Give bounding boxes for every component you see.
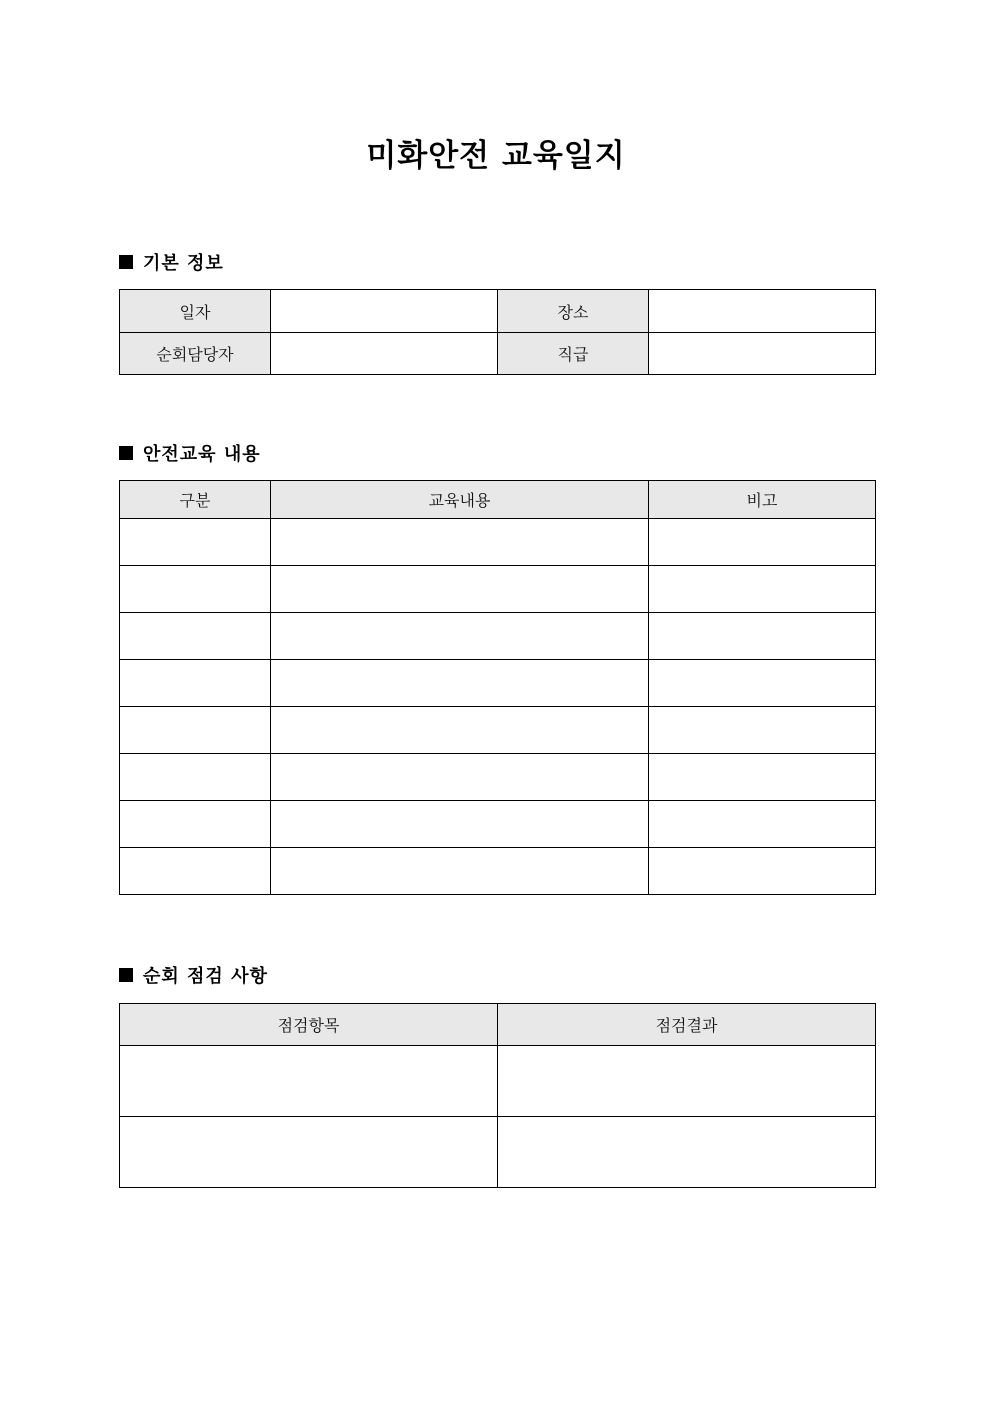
remarks-cell[interactable] [649, 707, 876, 754]
column-header-category: 구분 [120, 481, 271, 519]
square-bullet-icon [119, 968, 133, 982]
date-label: 일자 [120, 290, 271, 333]
inspection-item-cell[interactable] [120, 1046, 498, 1117]
table-row [120, 333, 876, 375]
table-header-row [120, 1004, 876, 1046]
category-cell[interactable] [120, 660, 271, 707]
table-header-row [120, 481, 876, 519]
table-row [120, 848, 876, 895]
education-content-cell[interactable] [271, 566, 649, 613]
square-bullet-icon [119, 255, 133, 269]
category-cell[interactable] [120, 848, 271, 895]
place-label: 장소 [498, 290, 649, 333]
education-content-cell[interactable] [271, 660, 649, 707]
safety-education-table [119, 480, 876, 895]
remarks-cell[interactable] [649, 566, 876, 613]
category-cell[interactable] [120, 707, 271, 754]
remarks-cell[interactable] [649, 801, 876, 848]
table-row [120, 290, 876, 333]
education-content-cell[interactable] [271, 801, 649, 848]
section-heading-patrol-inspection [119, 964, 268, 990]
column-header-inspection-item: 점검항목 [120, 1004, 498, 1046]
category-cell[interactable] [120, 613, 271, 660]
education-content-cell[interactable] [271, 754, 649, 801]
table-row [120, 801, 876, 848]
remarks-cell[interactable] [649, 754, 876, 801]
position-label: 직급 [498, 333, 649, 375]
education-content-cell[interactable] [271, 707, 649, 754]
column-header-inspection-result: 점검결과 [498, 1004, 876, 1046]
inspection-result-cell[interactable] [498, 1117, 876, 1188]
table-row [120, 1046, 876, 1117]
remarks-cell[interactable] [649, 660, 876, 707]
inspection-item-cell[interactable] [120, 1117, 498, 1188]
place-field[interactable] [649, 290, 876, 333]
remarks-cell[interactable] [649, 613, 876, 660]
section-heading-label: 기본 정보 [143, 253, 224, 274]
patrol-manager-label: 순회담당자 [120, 333, 271, 375]
table-row [120, 754, 876, 801]
remarks-cell[interactable] [649, 519, 876, 566]
section-heading-label: 안전교육 내용 [143, 444, 261, 465]
education-content-cell[interactable] [271, 613, 649, 660]
remarks-cell[interactable] [649, 848, 876, 895]
category-cell[interactable] [120, 519, 271, 566]
column-header-education-content: 교육내용 [271, 481, 649, 519]
position-field[interactable] [649, 333, 876, 375]
section-heading-safety-education [119, 442, 261, 468]
category-cell[interactable] [120, 801, 271, 848]
document-title: 미화안전 교육일지 [366, 138, 626, 174]
column-header-remarks: 비고 [649, 481, 876, 519]
table-row [120, 566, 876, 613]
section-heading-label: 순회 점검 사항 [143, 966, 268, 987]
category-cell[interactable] [120, 754, 271, 801]
table-row [120, 613, 876, 660]
section-heading-basic-info [119, 251, 224, 277]
education-content-cell[interactable] [271, 848, 649, 895]
basic-info-table [119, 289, 876, 375]
patrol-manager-field[interactable] [271, 333, 498, 375]
table-row [120, 1117, 876, 1188]
education-content-cell[interactable] [271, 519, 649, 566]
category-cell[interactable] [120, 566, 271, 613]
square-bullet-icon [119, 446, 133, 460]
inspection-result-cell[interactable] [498, 1046, 876, 1117]
patrol-inspection-table [119, 1003, 876, 1188]
table-row [120, 707, 876, 754]
table-row [120, 660, 876, 707]
date-field[interactable] [271, 290, 498, 333]
table-row [120, 519, 876, 566]
